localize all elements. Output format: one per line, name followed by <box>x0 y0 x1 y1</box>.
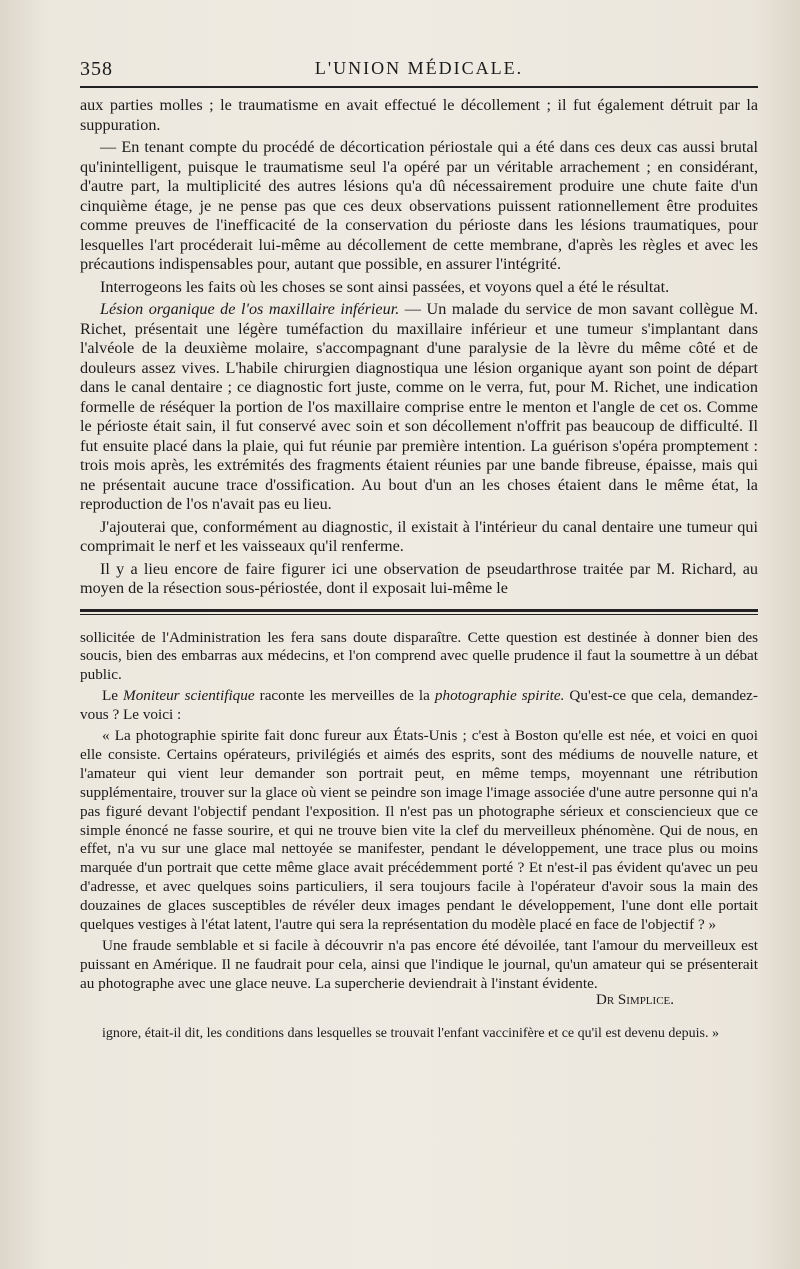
feuilleton-paragraph-2 <box>80 687 758 725</box>
feuilleton-paragraph-3: « La photographie spirite fait donc fureur aux États-Unis ; c'est à Boston qu'elle est née, et voici en quoi elle consiste. Certains opérateurs, privilégiés et aimés des esprits, sont des médiums de nouvelle nature, et l'amateur qui vient leur demander son portrait peut, en même temps, moyennant une rétribution supplémentaire, trouver sur la glace où vient se peindre son image l'image associée d'une autre personne qui n'a pas figuré devant l'objectif pendant l'exposition. Il n'est pas un photographe sérieux et consciencieux que ce simple énoncé ne fasse sourire, et qui ne trouve bien vite la clef du merveilleux phénomène. Qui de nous, en effet, n'a vu sur une glace mal nettoyée se manifester, pendant le développement, une trace plus ou moins marquée d'un portrait que cette même glace avait précédemment porté ? Et n'est-il pas évident qu'avec un peu d'adresse, et avec quelques soins particuliers, il sera toujours facile à l'opérateur d'avoir sous la main des douzaines de glaces susceptibles de révéler deux images pendant le développement, l'une dont elle portait quelques vestiges à l'état latent, l'autre qui sera la représentation du modèle placé en face de l'objectif ? » <box>80 727 758 934</box>
footnote-text: ignore, était-il dit, les conditions dans lesquelles se trouvait l'enfant vaccinifère et ce qu'il est devenu depuis. » <box>102 1025 719 1041</box>
feuilleton-divider <box>80 609 758 615</box>
section-title: Lésion organique de l'os maxillaire inférieur. <box>100 300 400 318</box>
page-number: 358 <box>80 58 113 80</box>
feuilleton-paragraph-4: Une fraude semblable et si facile à découvrir n'a pas encore été dévoilée, tant l'amour du merveilleux est puissant en Amérique. Il ne faudrait pour cela, ainsi que l'indique le journal, qu'un amateur qui se présenterait au photographe avec une glace neuve. La supercherie deviendrait à l'instant évidente. <box>80 937 758 992</box>
topic-title: photographie spirite. <box>434 687 565 705</box>
paragraph-4 <box>80 300 758 515</box>
feuilleton-text <box>80 629 758 1009</box>
paragraph-1: aux parties molles ; le traumatisme en avait effectué le décollement ; il fut également détruit par la suppuration. <box>80 96 758 134</box>
header-rule <box>80 86 758 88</box>
journal-title: Moniteur scientifique <box>123 687 255 705</box>
main-text <box>80 96 758 599</box>
feuilleton-p2-part-b: raconte les merveilles de la <box>254 687 435 705</box>
paragraph-4-body: — Un malade du service de mon savant collègue M. Richet, présentait une légère tuméfaction du maxillaire inférieur et une tumeur s'implantant dans l'alvéole de la deuxième molaire, s'accompagnant d'une paralysie de la lèvre du même côté et de douleurs assez vives. L'habile chirurgien diagnostiqua une lésion organique ayant son point de départ dans le canal dentaire ; ce diagnostic fort juste, comme on le verra, fut, pour M. Richet, une indication formelle de réséquer la portion de l'os maxillaire comprise entre le menton et l'angle de cet os. Comme le périoste était sain, il fut conservé avec soin et son décollement n'offrit pas beaucoup de difficulté. Il fut ensuite placé dans la plaie, qui fut réunie par première intention. La guérison s'opéra promptement : trois mois après, les extrémités des fragments étaient réunies par une bande fibreuse, épaisse, mais qui ne présentait aucune trace d'ossification. Au bout d'un an les choses étaient dans le même état, la reproduction de l'os n'avait pas eu lieu. <box>80 300 758 513</box>
footnote <box>80 1025 758 1043</box>
feuilleton-paragraph-1: sollicitée de l'Administration les fera sans doute disparaître. Cette question est destinée à donner bien des soucis, bien des embarras aux médecins, et l'on comprend avec quelle prudence il faut la soumettre à un débat public. <box>80 628 758 684</box>
running-title: L'UNION MÉDICALE. <box>314 58 524 78</box>
feuilleton-p2-part-c: Qu'est-ce que cela, demandez-vous ? Le voici : <box>80 687 758 724</box>
paragraph-6: Il y a lieu encore de faire figurer ici une observation de pseudarthrose traitée par M. Richard, au moyen de la résection sous-périostée, dont il exposait lui-même le <box>80 559 758 597</box>
page-header <box>80 48 758 82</box>
paragraph-5: J'ajouterai que, conformément au diagnostic, il existait à l'intérieur du canal dentaire une tumeur qui comprimait le nerf et les vaisseaux qu'il renferme. <box>80 517 758 555</box>
feuilleton-p2-part-a: Le <box>102 687 124 705</box>
paragraph-2: — En tenant compte du procédé de décortication périostale qui a été dans ces deux cas aussi brutal qu'inintelligent, puisque le traumatisme seul l'a opéré par un véritable arrachement ; en considérant, d'autre part, la multiplicité des autres lésions qu'a dû nécessairement produire une chute faite d'un cinquième étage, je ne pense pas que ces deux observations puissent rationnellement être produites comme preuves de l'inefficacité de la conservation du périoste dans les lésions traumatiques, pour lesquelles l'art procéderait lui-même au décollement de cette membrane, d'après les règles et avec les précautions indispensables pour, autant que possible, en assurer l'intégrité. <box>80 138 758 273</box>
paragraph-3: Interrogeons les faits où les choses se sont ainsi passées, et voyons quel a été le résultat. <box>100 277 670 296</box>
author-signature: Dr Simplice. <box>595 991 674 1008</box>
